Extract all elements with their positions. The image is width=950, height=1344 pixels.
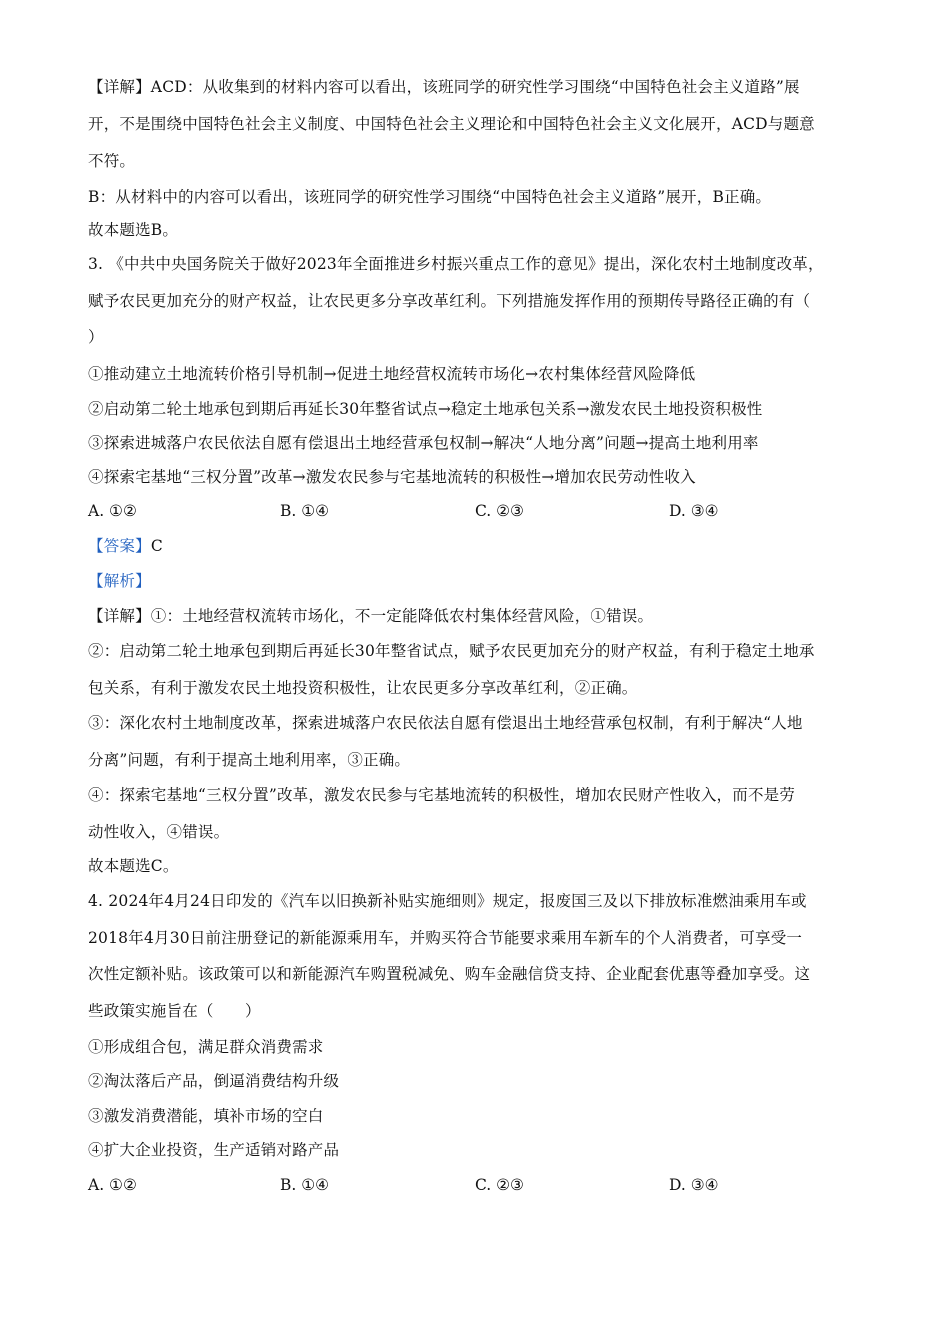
- q3-stem-line: ）: [88, 328, 104, 346]
- q3-conclusion: 故本题选C。: [88, 857, 179, 875]
- q3-detail-line: ④：探索宅基地“三权分置”改革，激发农民参与宅基地流转的积极性，增加农民财产性收入，而不是劳: [88, 786, 796, 804]
- answer-label: 【答案】: [88, 537, 151, 555]
- q3-item: ③探索进城落户农民依法自愿有偿退出土地经营承包权制→解决“人地分离”问题→提高土地利用率: [88, 434, 759, 452]
- q3-option-d: D. ③④: [669, 502, 719, 520]
- q3-detail-line: 【详解】①：土地经营权流转市场化，不一定能降低农村集体经营风险，①错误。: [88, 607, 654, 625]
- q3-detail-line: ③：深化农村土地制度改革，探索进城落户农民依法自愿有偿退出土地经营承包权制，有利于解决“人地: [88, 714, 803, 732]
- q4-option-c: C. ②③: [475, 1176, 524, 1194]
- q4-stem-line: 些政策实施旨在（ ）: [88, 1002, 261, 1020]
- q4-stem-line: 2018年4月30日前注册登记的新能源乘用车，并购买符合节能要求乘用车新车的个人消费者，可享受一: [88, 929, 803, 947]
- q3-analysis-label: 【解析】: [88, 572, 151, 590]
- q2-detail-line: 不符。: [88, 152, 136, 170]
- q4-option-b: B. ①④: [280, 1176, 330, 1194]
- q3-item: ①推动建立土地流转价格引导机制→促进土地经营权流转市场化→农村集体经营风险降低: [88, 365, 696, 383]
- q3-option-a: A. ①②: [88, 502, 137, 520]
- q3-item: ④探索宅基地“三权分置”改革→激发农民参与宅基地流转的积极性→增加农民劳动性收入: [88, 468, 696, 486]
- q3-stem-line: 3. 《中共中央国务院关于做好2023年全面推进乡村振兴重点工作的意见》提出，深化农村土地制度改革，: [88, 255, 824, 273]
- answer-value: C: [150, 537, 163, 555]
- q3-detail-line: 动性收入，④错误。: [88, 823, 230, 841]
- q2-detail-line: 开，不是围绕中国特色社会主义制度、中国特色社会主义理论和中国特色社会主义文化展开，ACD与题意: [88, 115, 815, 133]
- q4-item: ③激发消费潜能，填补市场的空白: [88, 1107, 324, 1125]
- q4-item: ④扩大企业投资，生产适销对路产品: [88, 1141, 340, 1159]
- q3-detail-line: 包关系，有利于激发农民土地投资积极性，让农民更多分享改革红利，②正确。: [88, 679, 638, 697]
- q2-detail-line: B：从材料中的内容可以看出，该班同学的研究性学习围绕“中国特色社会主义道路”展开，B正确。: [88, 188, 772, 206]
- q3-answer: [88, 535, 878, 557]
- q3-detail-line: 分离”问题，有利于提高土地利用率，③正确。: [88, 751, 411, 769]
- q3-option-c: C. ②③: [475, 502, 524, 520]
- q3-option-b: B. ①④: [280, 502, 330, 520]
- q2-detail-line: 【详解】ACD：从收集到的材料内容可以看出，该班同学的研究性学习围绕“中国特色社会主义道路”展: [88, 78, 800, 96]
- q4-stem-line: 次性定额补贴。该政策可以和新能源汽车购置税减免、购车金融信贷支持、企业配套优惠等叠加享受。这: [88, 965, 811, 983]
- q3-detail-line: ②：启动第二轮土地承包到期后再延长30年整省试点，赋予农民更加充分的财产权益，有利于稳定土地承: [88, 642, 815, 660]
- q4-option-a: A. ①②: [88, 1176, 137, 1194]
- q3-stem-line: 赋予农民更加充分的财产权益，让农民更多分享改革红利。下列措施发挥作用的预期传导路径正确的有（: [88, 292, 811, 310]
- q4-item: ①形成组合包，满足群众消费需求: [88, 1038, 324, 1056]
- q3-item: ②启动第二轮土地承包到期后再延长30年整省试点→稳定土地承包关系→激发农民土地投资积极性: [88, 400, 763, 418]
- q4-item: ②淘汰落后产品，倒逼消费结构升级: [88, 1072, 340, 1090]
- q4-option-d: D. ③④: [669, 1176, 719, 1194]
- q4-stem-line: 4. 2024年4月24日印发的《汽车以旧换新补贴实施细则》规定，报废国三及以下排放标准燃油乘用车或: [88, 892, 807, 910]
- q2-conclusion: 故本题选B。: [88, 221, 179, 239]
